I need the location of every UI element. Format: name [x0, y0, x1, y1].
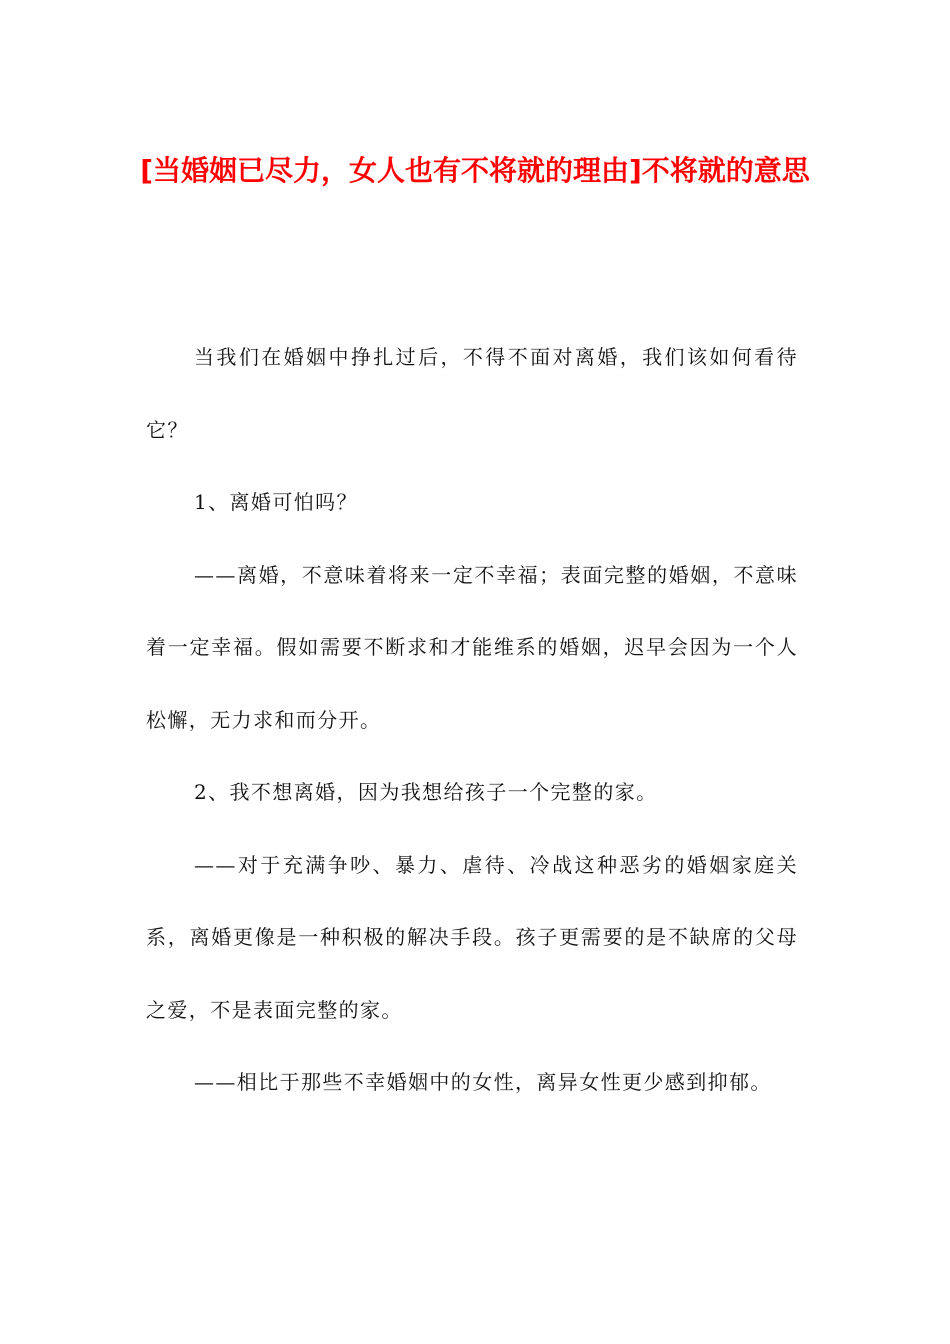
paragraph-answer-2b: ——相比于那些不幸婚姻中的女性，离异女性更少感到抑郁。: [194, 1070, 772, 1094]
paragraph-intro: 当我们在婚姻中挣扎过后，不得不面对离婚，我们该如何看待它？: [146, 345, 798, 442]
document-title: [当婚姻已尽力，女人也有不将就的理由]不将就的意思: [140, 154, 810, 187]
document-body: [146, 321, 798, 1119]
paragraph-answer-1: ——离婚，不意味着将来一定不幸福；表面完整的婚姻，不意味着一定幸福。假如需要不断求和才能维系的婚姻，迟早会因为一个人松懈，无力求和而分开。: [146, 562, 798, 732]
paragraph-question-1: 1、离婚可怕吗？: [194, 490, 358, 514]
paragraph-question-2: 2、我不想离婚，因为我想给孩子一个完整的家。: [194, 780, 658, 804]
paragraph-answer-2a: ——对于充满争吵、暴力、虐待、冷战这种恶劣的婚姻家庭关系，离婚更像是一种积极的解决手段。孩子更需要的是不缺席的父母之爱，不是表面完整的家。: [146, 852, 798, 1022]
